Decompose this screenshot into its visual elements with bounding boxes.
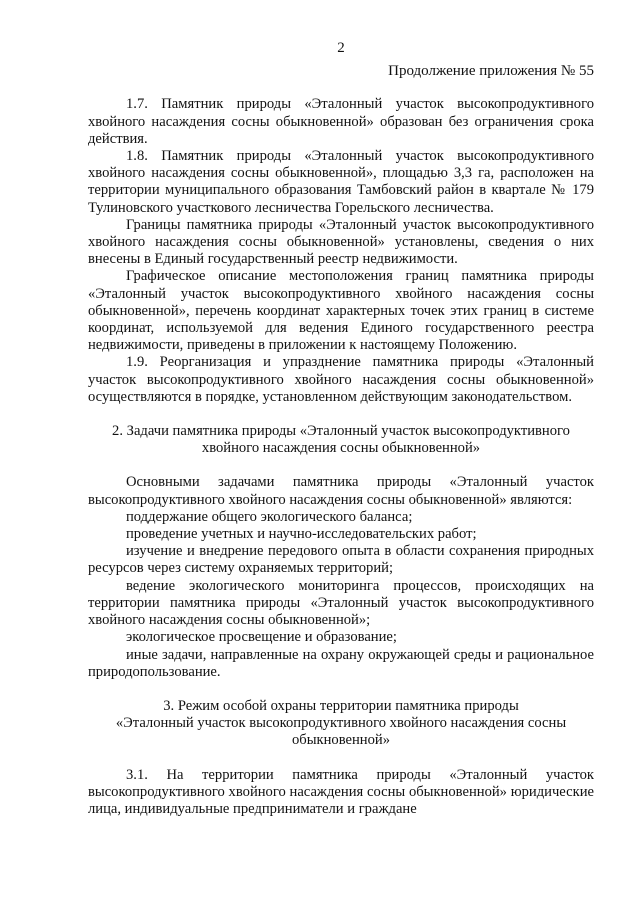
appendix-continuation-label: Продолжение приложения № 55: [388, 63, 594, 80]
section-2-heading: [88, 423, 594, 457]
list-item: поддержание общего экологического баланса;: [126, 508, 413, 525]
section-3-heading-line-2: «Эталонный участок высокопродуктивного хвойного насаждения сосны: [115, 715, 567, 732]
page-number: 2: [337, 40, 345, 56]
section-3-heading-line-3: обыкновенной»: [291, 732, 391, 749]
section-2-heading-line-2: хвойного насаждения сосны обыкновенной»: [201, 440, 481, 457]
paragraph-3-1: 3.1. На территории памятника природы «Эталонный участок высокопродуктивного хвойного насаждения сосны обыкновенной» юридические лица, индивидуальные предприниматели и граждане: [88, 766, 594, 817]
section-3-heading-line-1: 3. Режим особой охраны территории памятника природы: [163, 697, 519, 714]
section-2-heading-line-1: 2. Задачи памятника природы «Эталонный участок высокопродуктивного: [112, 423, 570, 440]
section-2-intro: Основными задачами памятника природы «Эталонный участок высокопродуктивного хвойного насаждения сосны обыкновенной» являются:: [88, 474, 594, 508]
list-item: ведение экологического мониторинга процессов, происходящих на территории памятника природы «Эталонный участок высокопродуктивного хвойного насаждения сосны обыкновенной»;: [88, 577, 594, 629]
document-page: [88, 40, 594, 818]
list-item: проведение учетных и научно-исследовательских работ;: [126, 526, 477, 543]
section-3-heading: [88, 698, 594, 750]
paragraph-borders: Границы памятника природы «Эталонный участок высокопродуктивного хвойного насаждения сосны обыкновенной» установлены, сведения о них внесены в Единый государственный реестр недвижимости.: [88, 216, 594, 268]
paragraph-1-7: 1.7. Памятник природы «Эталонный участок высокопродуктивного хвойного насаждения сосны обыкновенной» образован без ограничения срока действия.: [88, 96, 594, 147]
paragraph-graphic-description: Графическое описание местоположения границ памятника природы «Эталонный участок высокопродуктивного хвойного насаждения сосны обыкновенной», перечень координат характерных точек этих границ в системе координат, используемой для ведения Единого государственного реестра недвижимости, приведены в приложении к настоящему Положению.: [88, 268, 594, 354]
tasks-list: [88, 509, 594, 681]
list-item: экологическое просвещение и образование;: [126, 629, 397, 646]
paragraph-1-8: 1.8. Памятник природы «Эталонный участок высокопродуктивного хвойного насаждения сосны обыкновенной», площадью 3,3 га, расположен на территории муниципального образования Тамбовский район в квартале № 179 Тулиновского участкового лесничества Горельского лесничества.: [88, 148, 594, 216]
list-item: иные задачи, направленные на охрану окружающей среды и рациональное природопользование.: [88, 646, 594, 680]
list-item: изучение и внедрение передового опыта в области сохранения природных ресурсов через систему охраняемых территорий;: [88, 543, 594, 577]
paragraph-1-9: 1.9. Реорганизация и упразднение памятника природы «Эталонный участок высокопродуктивного хвойного насаждения сосны обыкновенной» осуществляются в порядке, установленном действующим законодательством.: [88, 354, 594, 405]
